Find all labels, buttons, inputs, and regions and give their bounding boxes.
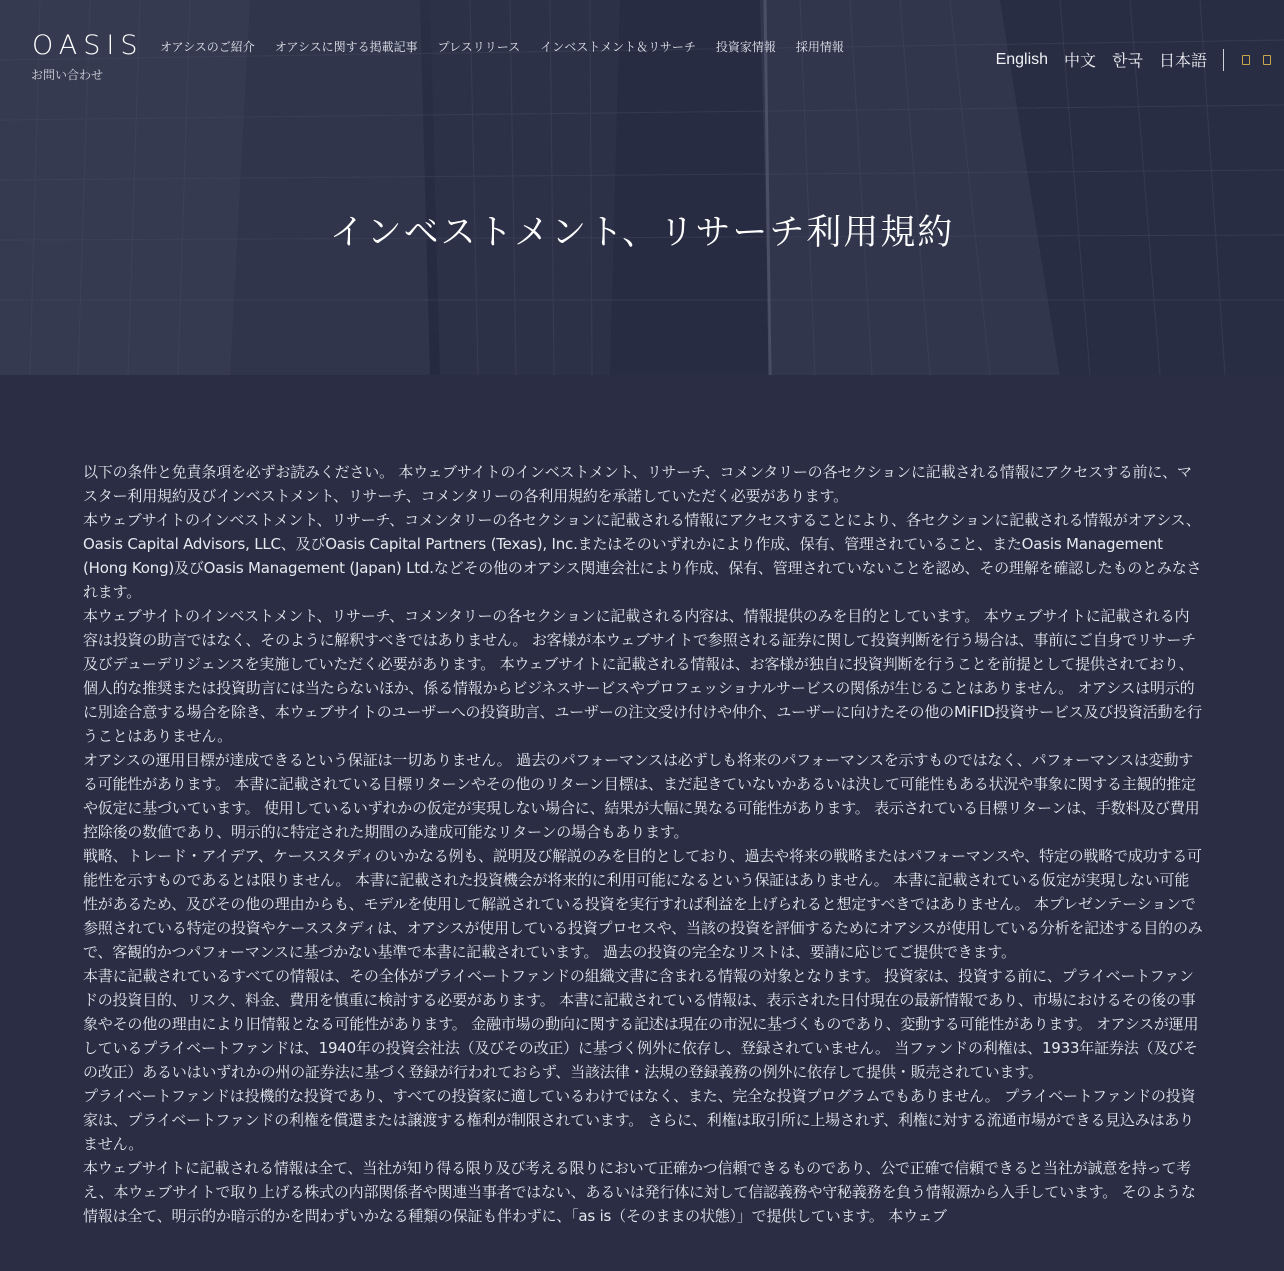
nav-investment-research[interactable]: インベストメント＆リサーチ [540, 40, 696, 54]
hero-banner [0, 0, 1284, 375]
nav-about[interactable]: オアシスのご紹介 [160, 40, 255, 54]
terms-paragraph: 以下の条件と免責条項を必ずお読みください。 本ウェブサイトのインベストメント、リサーチ、コメンタリーの各セクションに記載される情報にアクセスする前に、マスター利用規約及びインベストメント、リサーチ、コメンタリーの各利用規約を承諾していただく必要があります。 [83, 463, 1192, 505]
terms-paragraph: 本ウェブサイトのインベストメント、リサーチ、コメンタリーの各セクションに記載される内容は、情報提供のみを目的としています。 本ウェブサイトに記載される内容は投資の助言ではなく、そのように解釈すべきではありません。 お客様が本ウェブサイトで参照される証券に関して投資判断を行う場合は、事前にご自身でリサーチ及びデューデリジェンスを実施していただく必要があります。 本ウェブサイトに記載される情報は、お客様が独自に投資判断を行うことを前提として提供されており、個人的な推奨または投資助言には当たらないほか、係る情報からビジネスサービスやプロフェッショナルサービスの関係が生じることはありません。 オアシスは明示的に別途合意する場合を除き、本ウェブサイトのユーザーへの投資助言、ユーザーの注文受け付けや仲介、ユーザーに向けたその他のMiFID投資サービス及び投資活動を行うことはありません。 [83, 607, 1202, 745]
twitter-icon[interactable] [1263, 55, 1271, 65]
lang-chinese[interactable]: 中文 [1064, 53, 1097, 70]
main-nav [160, 38, 864, 55]
oasis-logo[interactable]: OASIS [32, 30, 144, 61]
nav-press-releases[interactable]: プレスリリース [437, 40, 521, 54]
page-title: インベストメント、リサーチ利用規約 [329, 213, 955, 253]
terms-paragraph: オアシスの運用目標が達成できるという保証は一切ありません。 過去のパフォーマンスは必ずしも将来のパフォーマンスを示すものではなく、パフォーマンスは変動する可能性があります。 本書に記載されている目標リターンやその他のリターン目標は、まだ起きていないかあるいは決して可能性もある状況や事象に関する主観的推定や仮定に基づいています。 使用しているいずれかの仮定が実現しない場合に、結果が大幅に異なる可能性があります。 表示されている目標リターンは、手数料及び費用控除後の数値であり、明示的に特定された期間のみ達成可能なリターンの場合もあります。 [83, 751, 1200, 841]
nav-investor-info[interactable]: 投資家情報 [715, 40, 776, 54]
terms-paragraph: 本ウェブサイトのインベストメント、リサーチ、コメンタリーの各セクションに記載される情報にアクセスすることにより、各セクションに記載される情報がオアシス、Oasis Capital Advisors, LLC、及びOasis Capital Partners (Texas), Inc.またはそのいずれかにより作成、保有、管理されていること、またOasis Management (Hong Kong)及びOasis Management (Japan) Ltd.などその他のオアシス関連会社により作成、保有、管理されていないことを認め、その理解を確認したものとみなされます。 [83, 511, 1202, 601]
nav-careers[interactable]: 採用情報 [795, 40, 844, 54]
nav-media-articles[interactable]: オアシスに関する掲載記事 [274, 40, 418, 54]
terms-paragraph: 戦略、トレード・アイデア、ケーススタディのいかなる例も、説明及び解説のみを目的としており、過去や将来の戦略またはパフォーマンスや、特定の戦略で成功する可能性を示すものであるとは限りません。 本書に記載された投資機会が将来的に利用可能になるという保証はありません。 本書に記載されている仮定が実現しない可能性があるため、及びその他の理由からも、モデルを使用して解説されている投資を実行すれば利益を上げられると想定すべきではありません。 本プレゼンテーションで参照されている特定の投資やケーススタディは、オアシスが使用している投資プロセスや、当該の投資を評価するためにオアシスが使用している分析を記述する目的のみで、客観的かつパフォーマンスに基づかない基準で本書に記載されています。 過去の投資の完全なリストは、要請に応じてご提供できます。 [83, 847, 1203, 961]
divider [1223, 49, 1224, 71]
terms-paragraph: 本書に記載されているすべての情報は、その全体がプライベートファンドの組織文書に含まれる情報の対象となります。 投資家は、投資する前に、プライベートファンドの投資目的、リスク、料金、費用を慎重に検討する必要があります。 本書に記載されている情報は、表示された日付現在の最新情報であり、市場におけるその後の事象やその他の理由により旧情報となる可能性があります。 金融市場の動向に関する記述は現在の市況に基づくものであり、変動する可能性があります。 オアシスが運用しているプライベートファンドは、1940年の投資会社法（及びその改正）に基づく例外に依存し、登録されていません。 当ファンドの利権は、1933年証券法（及びその改正）あるいはいずれかの州の証券法に基づく登録が行われておらず、当該法律・法規の登録義務の例外に依存して提供・販売されています。 [83, 967, 1199, 1081]
lang-english[interactable]: English [995, 50, 1049, 68]
linkedin-icon[interactable] [1242, 55, 1250, 65]
lang-japanese[interactable]: 日本語 [1158, 53, 1207, 70]
contact-link[interactable]: お問い合わせ [31, 68, 104, 82]
terms-paragraph: 本ウェブサイトに記載される情報は全て、当社が知り得る限り及び考える限りにおいて正確かつ信頼できるものであり、公で正確で信頼できると当社が誠意を持って考え、本ウェブサイトで取り上げる株式の内部関係者や関連当事者ではない、あるいは発行体に対して信認義務や守秘義務を負う情報源から入手しています。 そのような情報は全て、明示的か暗示的かを問わずいかなる種類の保証も伴わずに、「as is（そのままの状態）」で提供しています。 本ウェブ [83, 1159, 1196, 1225]
lang-korean[interactable]: 한국 [1112, 53, 1143, 70]
terms-paragraph: プライベートファンドは投機的な投資であり、すべての投資家に適しているわけではなく、また、完全な投資プログラムでもありません。 プライベートファンドの投資家は、プライベートファンドの利権を償還または譲渡する権利が制限されています。 さらに、利権は取引所に上場されず、利権に対する流通市場ができる見込みはありません。 [83, 1087, 1196, 1153]
language-switcher [996, 48, 1284, 71]
terms-content [83, 460, 1203, 1228]
